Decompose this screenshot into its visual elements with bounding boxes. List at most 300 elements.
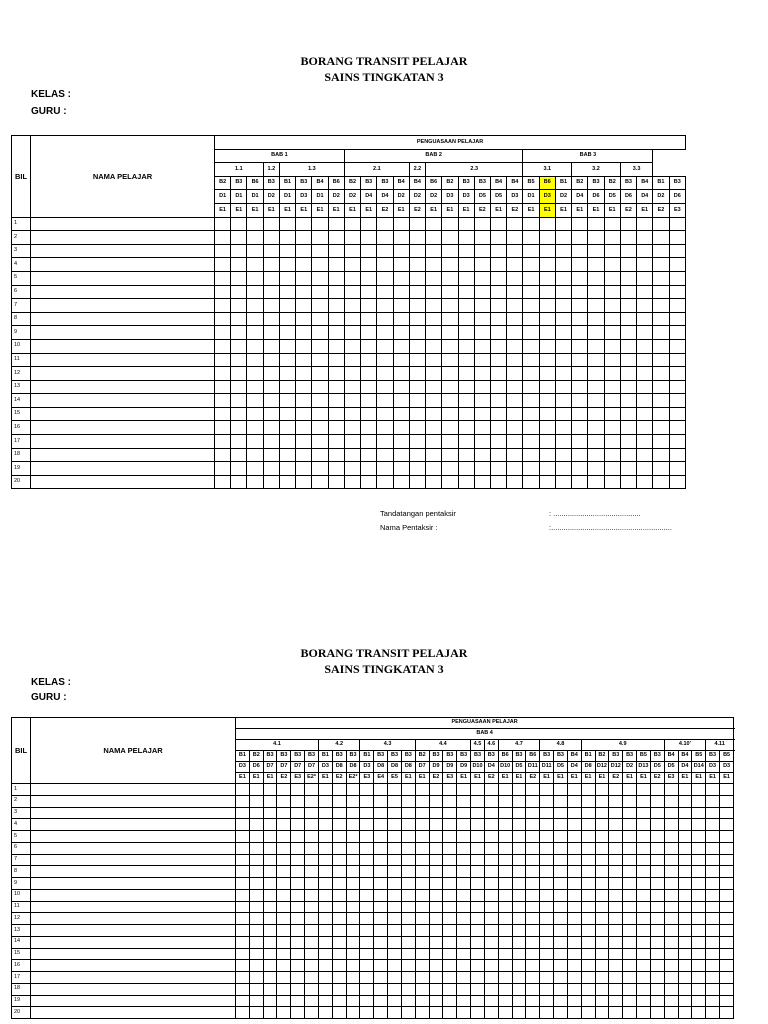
mastery-cell[interactable] <box>429 925 443 937</box>
mastery-cell[interactable] <box>555 394 571 408</box>
mastery-cell[interactable] <box>291 913 305 925</box>
mastery-cell[interactable] <box>291 995 305 1007</box>
mastery-cell[interactable] <box>653 448 669 462</box>
mastery-cell[interactable] <box>277 983 291 995</box>
mastery-cell[interactable] <box>540 784 554 796</box>
mastery-cell[interactable] <box>312 244 328 258</box>
mastery-cell[interactable] <box>669 380 686 394</box>
mastery-cell[interactable] <box>581 819 595 831</box>
mastery-cell[interactable] <box>215 475 231 489</box>
mastery-cell[interactable] <box>277 831 291 843</box>
mastery-cell[interactable] <box>458 462 474 476</box>
mastery-cell[interactable] <box>637 889 651 901</box>
mastery-cell[interactable] <box>231 462 247 476</box>
mastery-cell[interactable] <box>484 854 498 866</box>
student-name-cell[interactable] <box>31 854 236 866</box>
mastery-cell[interactable] <box>374 936 388 948</box>
mastery-cell[interactable] <box>498 889 512 901</box>
mastery-cell[interactable] <box>567 819 581 831</box>
mastery-cell[interactable] <box>540 819 554 831</box>
mastery-cell[interactable] <box>318 972 332 984</box>
mastery-cell[interactable] <box>555 448 571 462</box>
mastery-cell[interactable] <box>567 972 581 984</box>
mastery-cell[interactable] <box>554 807 568 819</box>
mastery-cell[interactable] <box>263 421 279 435</box>
mastery-cell[interactable] <box>344 435 360 449</box>
mastery-cell[interactable] <box>393 353 409 367</box>
mastery-cell[interactable] <box>692 925 706 937</box>
mastery-cell[interactable] <box>429 842 443 854</box>
mastery-cell[interactable] <box>291 889 305 901</box>
mastery-cell[interactable] <box>305 889 319 901</box>
mastery-cell[interactable] <box>360 842 374 854</box>
mastery-cell[interactable] <box>409 339 425 353</box>
mastery-cell[interactable] <box>637 1007 651 1019</box>
mastery-cell[interactable] <box>312 231 328 245</box>
mastery-cell[interactable] <box>595 1007 609 1019</box>
mastery-cell[interactable] <box>296 407 312 421</box>
mastery-cell[interactable] <box>523 448 539 462</box>
mastery-cell[interactable] <box>490 448 506 462</box>
mastery-cell[interactable] <box>474 421 490 435</box>
mastery-cell[interactable] <box>458 353 474 367</box>
mastery-cell[interactable] <box>442 367 458 381</box>
mastery-cell[interactable] <box>507 258 523 272</box>
mastery-cell[interactable] <box>637 448 653 462</box>
mastery-cell[interactable] <box>490 462 506 476</box>
mastery-cell[interactable] <box>595 819 609 831</box>
mastery-cell[interactable] <box>555 299 571 313</box>
mastery-cell[interactable] <box>507 326 523 340</box>
mastery-cell[interactable] <box>263 339 279 353</box>
mastery-cell[interactable] <box>318 983 332 995</box>
mastery-cell[interactable] <box>620 217 636 231</box>
mastery-cell[interactable] <box>457 913 471 925</box>
mastery-cell[interactable] <box>291 983 305 995</box>
mastery-cell[interactable] <box>215 421 231 435</box>
mastery-cell[interactable] <box>512 983 526 995</box>
mastery-cell[interactable] <box>415 866 429 878</box>
mastery-cell[interactable] <box>328 271 344 285</box>
mastery-cell[interactable] <box>653 462 669 476</box>
mastery-cell[interactable] <box>604 231 620 245</box>
mastery-cell[interactable] <box>346 995 360 1007</box>
mastery-cell[interactable] <box>498 972 512 984</box>
mastery-cell[interactable] <box>719 784 733 796</box>
mastery-cell[interactable] <box>637 936 651 948</box>
mastery-cell[interactable] <box>669 394 686 408</box>
student-name-cell[interactable] <box>31 367 215 381</box>
mastery-cell[interactable] <box>706 972 720 984</box>
mastery-cell[interactable] <box>457 1007 471 1019</box>
mastery-cell[interactable] <box>426 217 442 231</box>
student-name-cell[interactable] <box>31 807 236 819</box>
mastery-cell[interactable] <box>328 217 344 231</box>
mastery-cell[interactable] <box>567 1007 581 1019</box>
mastery-cell[interactable] <box>361 258 377 272</box>
mastery-cell[interactable] <box>296 475 312 489</box>
mastery-cell[interactable] <box>296 285 312 299</box>
mastery-cell[interactable] <box>332 831 346 843</box>
mastery-cell[interactable] <box>471 995 485 1007</box>
mastery-cell[interactable] <box>247 407 263 421</box>
mastery-cell[interactable] <box>567 854 581 866</box>
mastery-cell[interactable] <box>650 995 664 1007</box>
mastery-cell[interactable] <box>581 995 595 1007</box>
mastery-cell[interactable] <box>415 948 429 960</box>
mastery-cell[interactable] <box>706 1007 720 1019</box>
mastery-cell[interactable] <box>377 448 393 462</box>
mastery-cell[interactable] <box>249 807 263 819</box>
mastery-cell[interactable] <box>498 925 512 937</box>
mastery-cell[interactable] <box>374 960 388 972</box>
mastery-cell[interactable] <box>426 271 442 285</box>
mastery-cell[interactable] <box>526 889 540 901</box>
mastery-cell[interactable] <box>539 435 555 449</box>
mastery-cell[interactable] <box>554 878 568 890</box>
mastery-cell[interactable] <box>263 435 279 449</box>
mastery-cell[interactable] <box>231 448 247 462</box>
mastery-cell[interactable] <box>318 995 332 1007</box>
mastery-cell[interactable] <box>344 448 360 462</box>
mastery-cell[interactable] <box>555 421 571 435</box>
mastery-cell[interactable] <box>554 866 568 878</box>
mastery-cell[interactable] <box>346 913 360 925</box>
mastery-cell[interactable] <box>664 948 678 960</box>
mastery-cell[interactable] <box>490 380 506 394</box>
mastery-cell[interactable] <box>409 244 425 258</box>
student-name-cell[interactable] <box>31 475 215 489</box>
mastery-cell[interactable] <box>296 394 312 408</box>
mastery-cell[interactable] <box>526 1007 540 1019</box>
mastery-cell[interactable] <box>637 819 651 831</box>
mastery-cell[interactable] <box>429 995 443 1007</box>
mastery-cell[interactable] <box>609 925 623 937</box>
mastery-cell[interactable] <box>498 842 512 854</box>
mastery-cell[interactable] <box>623 960 637 972</box>
student-name-cell[interactable] <box>31 462 215 476</box>
mastery-cell[interactable] <box>263 380 279 394</box>
mastery-cell[interactable] <box>539 285 555 299</box>
mastery-cell[interactable] <box>360 807 374 819</box>
mastery-cell[interactable] <box>374 784 388 796</box>
mastery-cell[interactable] <box>719 795 733 807</box>
mastery-cell[interactable] <box>512 831 526 843</box>
student-name-cell[interactable] <box>31 983 236 995</box>
mastery-cell[interactable] <box>678 889 692 901</box>
mastery-cell[interactable] <box>346 925 360 937</box>
mastery-cell[interactable] <box>604 326 620 340</box>
mastery-cell[interactable] <box>457 983 471 995</box>
mastery-cell[interactable] <box>328 380 344 394</box>
mastery-cell[interactable] <box>653 244 669 258</box>
mastery-cell[interactable] <box>332 913 346 925</box>
mastery-cell[interactable] <box>650 1007 664 1019</box>
mastery-cell[interactable] <box>609 889 623 901</box>
mastery-cell[interactable] <box>692 807 706 819</box>
mastery-cell[interactable] <box>588 367 604 381</box>
mastery-cell[interactable] <box>604 435 620 449</box>
mastery-cell[interactable] <box>401 1007 415 1019</box>
mastery-cell[interactable] <box>623 948 637 960</box>
mastery-cell[interactable] <box>653 217 669 231</box>
mastery-cell[interactable] <box>393 326 409 340</box>
mastery-cell[interactable] <box>215 367 231 381</box>
mastery-cell[interactable] <box>692 960 706 972</box>
mastery-cell[interactable] <box>409 407 425 421</box>
mastery-cell[interactable] <box>484 901 498 913</box>
mastery-cell[interactable] <box>572 435 588 449</box>
mastery-cell[interactable] <box>442 462 458 476</box>
mastery-cell[interactable] <box>507 475 523 489</box>
mastery-cell[interactable] <box>231 339 247 353</box>
mastery-cell[interactable] <box>296 462 312 476</box>
mastery-cell[interactable] <box>426 475 442 489</box>
mastery-cell[interactable] <box>401 925 415 937</box>
mastery-cell[interactable] <box>581 925 595 937</box>
mastery-cell[interactable] <box>426 244 442 258</box>
mastery-cell[interactable] <box>664 831 678 843</box>
mastery-cell[interactable] <box>664 936 678 948</box>
mastery-cell[interactable] <box>457 972 471 984</box>
mastery-cell[interactable] <box>588 435 604 449</box>
mastery-cell[interactable] <box>236 842 250 854</box>
mastery-cell[interactable] <box>328 326 344 340</box>
mastery-cell[interactable] <box>498 960 512 972</box>
mastery-cell[interactable] <box>457 995 471 1007</box>
mastery-cell[interactable] <box>374 983 388 995</box>
mastery-cell[interactable] <box>474 380 490 394</box>
mastery-cell[interactable] <box>637 795 651 807</box>
mastery-cell[interactable] <box>484 995 498 1007</box>
mastery-cell[interactable] <box>692 831 706 843</box>
mastery-cell[interactable] <box>409 285 425 299</box>
mastery-cell[interactable] <box>637 421 653 435</box>
mastery-cell[interactable] <box>719 1007 733 1019</box>
mastery-cell[interactable] <box>637 271 653 285</box>
mastery-cell[interactable] <box>296 271 312 285</box>
mastery-cell[interactable] <box>650 842 664 854</box>
mastery-cell[interactable] <box>442 258 458 272</box>
mastery-cell[interactable] <box>523 231 539 245</box>
mastery-cell[interactable] <box>664 1007 678 1019</box>
mastery-cell[interactable] <box>637 244 653 258</box>
mastery-cell[interactable] <box>678 925 692 937</box>
mastery-cell[interactable] <box>401 995 415 1007</box>
mastery-cell[interactable] <box>388 948 402 960</box>
mastery-cell[interactable] <box>588 394 604 408</box>
mastery-cell[interactable] <box>415 960 429 972</box>
mastery-cell[interactable] <box>609 1007 623 1019</box>
mastery-cell[interactable] <box>426 353 442 367</box>
mastery-cell[interactable] <box>458 421 474 435</box>
mastery-cell[interactable] <box>706 960 720 972</box>
mastery-cell[interactable] <box>604 339 620 353</box>
mastery-cell[interactable] <box>409 217 425 231</box>
mastery-cell[interactable] <box>498 948 512 960</box>
mastery-cell[interactable] <box>637 925 651 937</box>
mastery-cell[interactable] <box>409 448 425 462</box>
mastery-cell[interactable] <box>215 271 231 285</box>
mastery-cell[interactable] <box>588 475 604 489</box>
mastery-cell[interactable] <box>277 784 291 796</box>
mastery-cell[interactable] <box>474 462 490 476</box>
mastery-cell[interactable] <box>512 936 526 948</box>
mastery-cell[interactable] <box>393 394 409 408</box>
mastery-cell[interactable] <box>279 217 295 231</box>
mastery-cell[interactable] <box>393 312 409 326</box>
mastery-cell[interactable] <box>474 299 490 313</box>
mastery-cell[interactable] <box>291 842 305 854</box>
mastery-cell[interactable] <box>637 807 651 819</box>
mastery-cell[interactable] <box>588 407 604 421</box>
mastery-cell[interactable] <box>374 831 388 843</box>
mastery-cell[interactable] <box>312 380 328 394</box>
mastery-cell[interactable] <box>215 435 231 449</box>
mastery-cell[interactable] <box>581 1007 595 1019</box>
mastery-cell[interactable] <box>669 367 686 381</box>
mastery-cell[interactable] <box>719 960 733 972</box>
mastery-cell[interactable] <box>555 312 571 326</box>
mastery-cell[interactable] <box>706 854 720 866</box>
mastery-cell[interactable] <box>581 948 595 960</box>
mastery-cell[interactable] <box>623 784 637 796</box>
mastery-cell[interactable] <box>604 312 620 326</box>
mastery-cell[interactable] <box>429 807 443 819</box>
mastery-cell[interactable] <box>669 339 686 353</box>
mastery-cell[interactable] <box>539 326 555 340</box>
student-name-cell[interactable] <box>31 435 215 449</box>
mastery-cell[interactable] <box>512 842 526 854</box>
student-name-cell[interactable] <box>31 819 236 831</box>
mastery-cell[interactable] <box>595 995 609 1007</box>
mastery-cell[interactable] <box>291 784 305 796</box>
mastery-cell[interactable] <box>609 795 623 807</box>
mastery-cell[interactable] <box>539 299 555 313</box>
mastery-cell[interactable] <box>231 421 247 435</box>
mastery-cell[interactable] <box>458 271 474 285</box>
mastery-cell[interactable] <box>318 819 332 831</box>
mastery-cell[interactable] <box>277 842 291 854</box>
mastery-cell[interactable] <box>471 854 485 866</box>
mastery-cell[interactable] <box>581 795 595 807</box>
mastery-cell[interactable] <box>263 367 279 381</box>
mastery-cell[interactable] <box>249 878 263 890</box>
mastery-cell[interactable] <box>526 819 540 831</box>
mastery-cell[interactable] <box>291 948 305 960</box>
mastery-cell[interactable] <box>443 878 457 890</box>
mastery-cell[interactable] <box>247 394 263 408</box>
mastery-cell[interactable] <box>377 475 393 489</box>
mastery-cell[interactable] <box>374 854 388 866</box>
mastery-cell[interactable] <box>458 367 474 381</box>
mastery-cell[interactable] <box>443 925 457 937</box>
mastery-cell[interactable] <box>637 831 651 843</box>
mastery-cell[interactable] <box>650 901 664 913</box>
student-name-cell[interactable] <box>31 271 215 285</box>
mastery-cell[interactable] <box>490 299 506 313</box>
mastery-cell[interactable] <box>567 784 581 796</box>
mastery-cell[interactable] <box>490 339 506 353</box>
mastery-cell[interactable] <box>572 285 588 299</box>
mastery-cell[interactable] <box>637 285 653 299</box>
mastery-cell[interactable] <box>623 913 637 925</box>
mastery-cell[interactable] <box>595 831 609 843</box>
mastery-cell[interactable] <box>595 936 609 948</box>
mastery-cell[interactable] <box>474 435 490 449</box>
mastery-cell[interactable] <box>588 217 604 231</box>
mastery-cell[interactable] <box>401 795 415 807</box>
mastery-cell[interactable] <box>692 913 706 925</box>
mastery-cell[interactable] <box>249 831 263 843</box>
mastery-cell[interactable] <box>572 394 588 408</box>
mastery-cell[interactable] <box>263 784 277 796</box>
mastery-cell[interactable] <box>523 326 539 340</box>
mastery-cell[interactable] <box>507 435 523 449</box>
mastery-cell[interactable] <box>567 936 581 948</box>
mastery-cell[interactable] <box>484 807 498 819</box>
mastery-cell[interactable] <box>507 353 523 367</box>
mastery-cell[interactable] <box>620 380 636 394</box>
mastery-cell[interactable] <box>540 807 554 819</box>
mastery-cell[interactable] <box>609 936 623 948</box>
mastery-cell[interactable] <box>554 901 568 913</box>
mastery-cell[interactable] <box>706 866 720 878</box>
mastery-cell[interactable] <box>291 807 305 819</box>
student-name-cell[interactable] <box>31 878 236 890</box>
mastery-cell[interactable] <box>401 807 415 819</box>
mastery-cell[interactable] <box>236 795 250 807</box>
mastery-cell[interactable] <box>346 889 360 901</box>
mastery-cell[interactable] <box>388 901 402 913</box>
mastery-cell[interactable] <box>554 889 568 901</box>
mastery-cell[interactable] <box>318 878 332 890</box>
mastery-cell[interactable] <box>361 353 377 367</box>
mastery-cell[interactable] <box>490 231 506 245</box>
mastery-cell[interactable] <box>312 394 328 408</box>
mastery-cell[interactable] <box>581 960 595 972</box>
mastery-cell[interactable] <box>664 795 678 807</box>
mastery-cell[interactable] <box>474 244 490 258</box>
mastery-cell[interactable] <box>490 353 506 367</box>
mastery-cell[interactable] <box>263 842 277 854</box>
mastery-cell[interactable] <box>523 299 539 313</box>
mastery-cell[interactable] <box>512 807 526 819</box>
mastery-cell[interactable] <box>296 244 312 258</box>
mastery-cell[interactable] <box>588 312 604 326</box>
mastery-cell[interactable] <box>620 312 636 326</box>
mastery-cell[interactable] <box>526 784 540 796</box>
mastery-cell[interactable] <box>474 475 490 489</box>
mastery-cell[interactable] <box>498 995 512 1007</box>
mastery-cell[interactable] <box>623 925 637 937</box>
mastery-cell[interactable] <box>277 972 291 984</box>
student-name-cell[interactable] <box>31 217 215 231</box>
mastery-cell[interactable] <box>581 901 595 913</box>
mastery-cell[interactable] <box>263 995 277 1007</box>
mastery-cell[interactable] <box>249 866 263 878</box>
mastery-cell[interactable] <box>236 960 250 972</box>
mastery-cell[interactable] <box>653 258 669 272</box>
mastery-cell[interactable] <box>678 995 692 1007</box>
mastery-cell[interactable] <box>555 326 571 340</box>
mastery-cell[interactable] <box>231 299 247 313</box>
mastery-cell[interactable] <box>595 889 609 901</box>
mastery-cell[interactable] <box>393 407 409 421</box>
mastery-cell[interactable] <box>346 842 360 854</box>
mastery-cell[interactable] <box>318 1007 332 1019</box>
mastery-cell[interactable] <box>719 878 733 890</box>
